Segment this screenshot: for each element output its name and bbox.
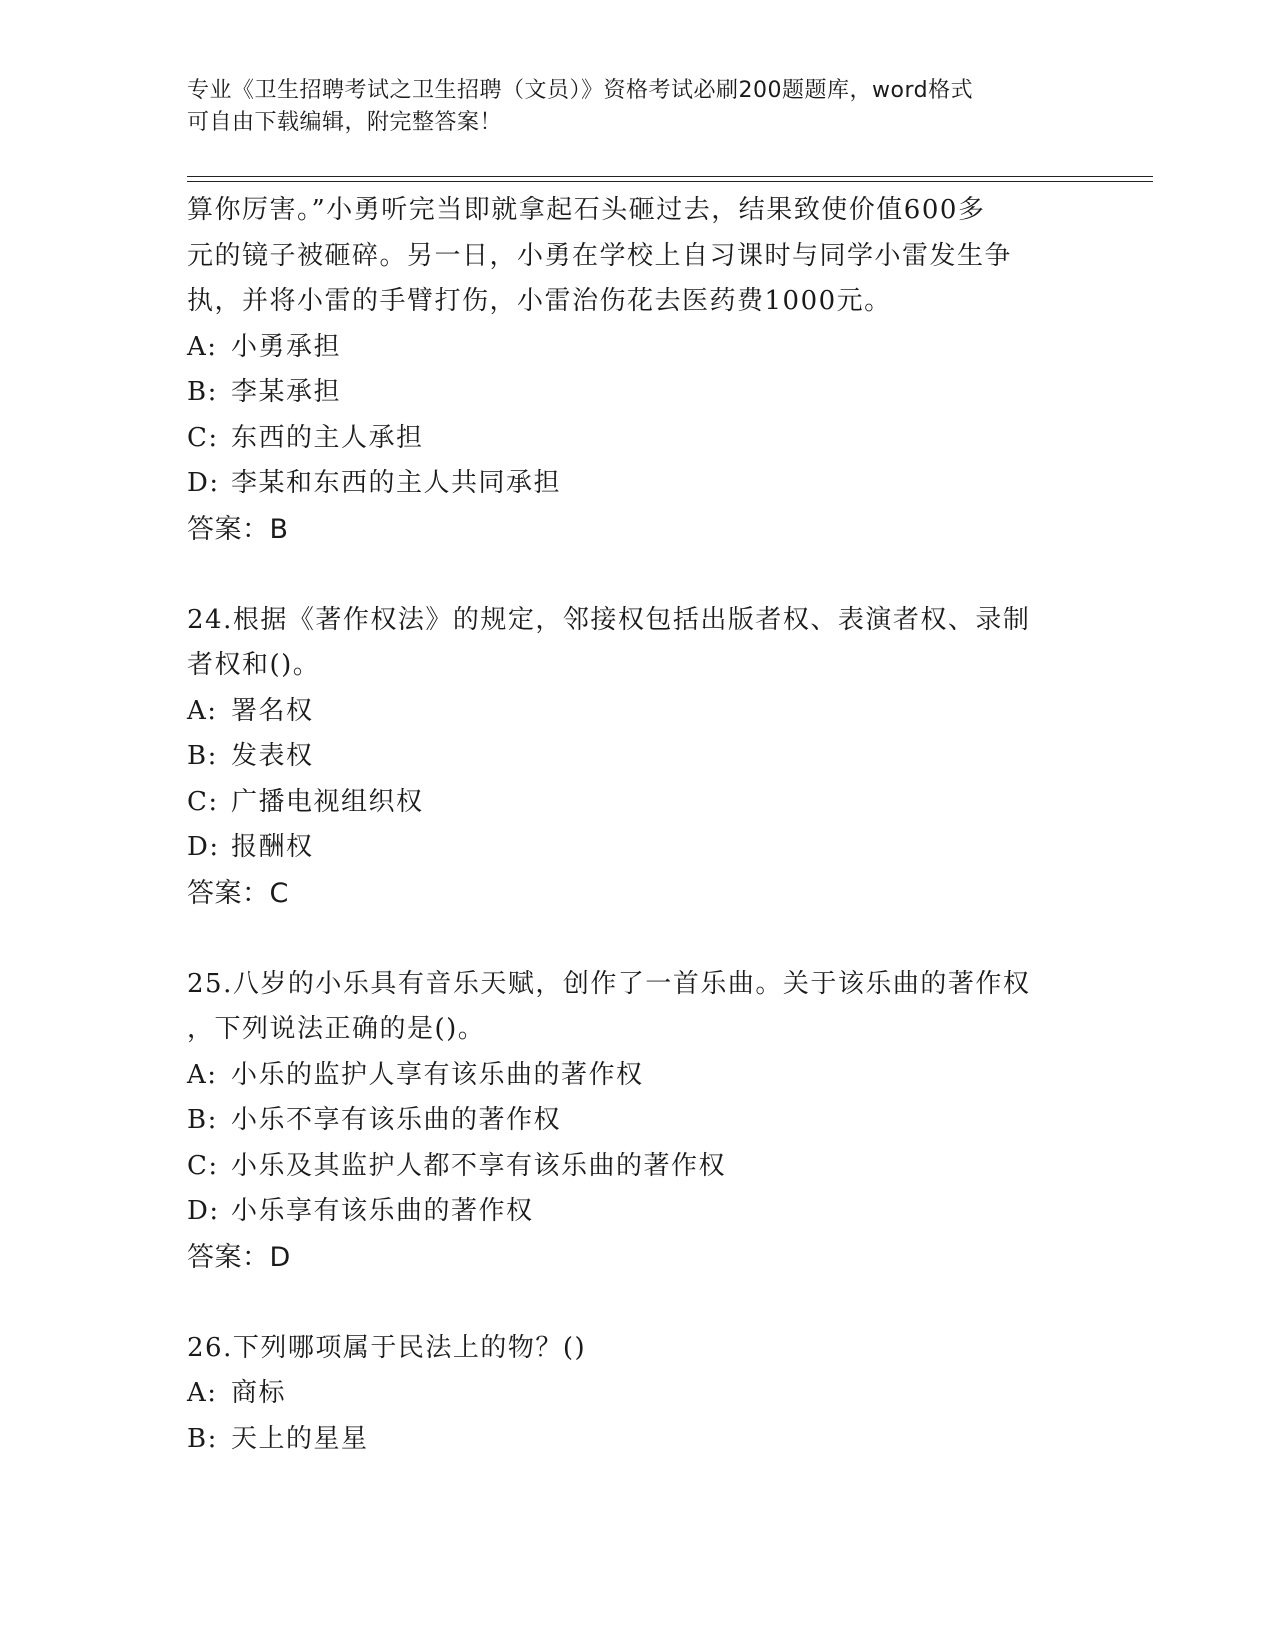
option-key: D: <box>187 1196 220 1226</box>
question-text-line: 者权和()。 <box>187 650 321 680</box>
option-text: 报酬权 <box>231 832 314 862</box>
option-text: 发表权 <box>231 741 314 771</box>
option-b <box>187 1417 1087 1463</box>
option-key: C: <box>187 422 219 453</box>
option-text: 李某承担 <box>231 377 342 407</box>
question-24 <box>187 598 1087 917</box>
option-key: D: <box>187 832 220 862</box>
option-text: 署名权 <box>231 695 314 726</box>
question-text-line: ，下列说法正确的是()。 <box>187 1014 486 1044</box>
option-key: A: <box>187 695 218 726</box>
option-a <box>187 1371 1087 1417</box>
question-content <box>187 188 1087 1462</box>
option-key: C: <box>187 1150 219 1181</box>
question-text-line: 24.根据《著作权法》的规定，邻接权包括出版者权、表演者权、录制 <box>187 604 1031 635</box>
option-d <box>187 1189 1087 1235</box>
question-text-line: 25.八岁的小乐具有音乐天赋，创作了一首乐曲。关于该乐曲的著作权 <box>187 968 1031 999</box>
option-key: A: <box>187 1059 218 1090</box>
question-text-line: 26.下列哪项属于民法上的物？() <box>187 1332 587 1363</box>
header-title-line-1: 专业《卫生招聘考试之卫生招聘（文员）》资格考试必刷200题题库，word格式 <box>187 78 974 103</box>
question-23-continuation <box>187 188 1087 552</box>
option-d <box>187 461 1087 507</box>
option-a <box>187 325 1087 371</box>
option-key: B: <box>187 741 218 771</box>
spacer <box>187 916 1087 962</box>
question-text-line: 元的镜子被砸碎。另一日，小勇在学校上自习课时与同学小雷发生争 <box>187 240 1013 271</box>
answer-line: 答案：D <box>187 1241 291 1273</box>
question-text-line: 算你厉害。”小勇听完当即就拿起石头砸过去，结果致使价值600多 <box>187 195 986 225</box>
header-divider-bottom <box>187 181 1153 182</box>
option-text: 广播电视组织权 <box>231 786 424 817</box>
option-key: C: <box>187 786 219 817</box>
option-key: B: <box>187 1105 218 1135</box>
option-key: A: <box>187 1378 218 1408</box>
answer-line: 答案：C <box>187 877 289 909</box>
option-text: 天上的星星 <box>231 1423 369 1454</box>
option-key: A: <box>187 331 218 362</box>
spacer <box>187 1280 1087 1326</box>
option-a <box>187 689 1087 735</box>
option-c <box>187 1144 1087 1190</box>
option-a <box>187 1053 1087 1099</box>
option-c <box>187 780 1087 826</box>
option-b <box>187 370 1087 416</box>
option-text: 商标 <box>231 1378 287 1408</box>
option-b <box>187 734 1087 780</box>
document-header <box>187 75 1067 139</box>
question-text-line: 执，并将小雷的手臂打伤，小雷治伤花去医药费1000元。 <box>187 286 892 316</box>
answer-line: 答案：B <box>187 513 289 545</box>
option-c <box>187 416 1087 462</box>
option-key: D: <box>187 468 220 498</box>
option-key: B: <box>187 1423 218 1454</box>
option-b <box>187 1098 1087 1144</box>
option-text: 小乐及其监护人都不享有该乐曲的著作权 <box>231 1150 727 1181</box>
option-text: 小乐享有该乐曲的著作权 <box>231 1196 534 1226</box>
option-text: 小乐的监护人享有该乐曲的著作权 <box>231 1059 644 1090</box>
header-title-line-2: 可自由下载编辑，附完整答案！ <box>187 110 503 135</box>
option-text: 小勇承担 <box>231 331 342 362</box>
header-divider-top <box>187 176 1153 177</box>
option-d <box>187 825 1087 871</box>
question-26 <box>187 1326 1087 1463</box>
option-text: 小乐不享有该乐曲的著作权 <box>231 1105 562 1135</box>
option-key: B: <box>187 377 218 407</box>
question-25 <box>187 962 1087 1281</box>
spacer <box>187 552 1087 598</box>
option-text: 东西的主人承担 <box>231 422 424 453</box>
option-text: 李某和东西的主人共同承担 <box>231 468 562 498</box>
